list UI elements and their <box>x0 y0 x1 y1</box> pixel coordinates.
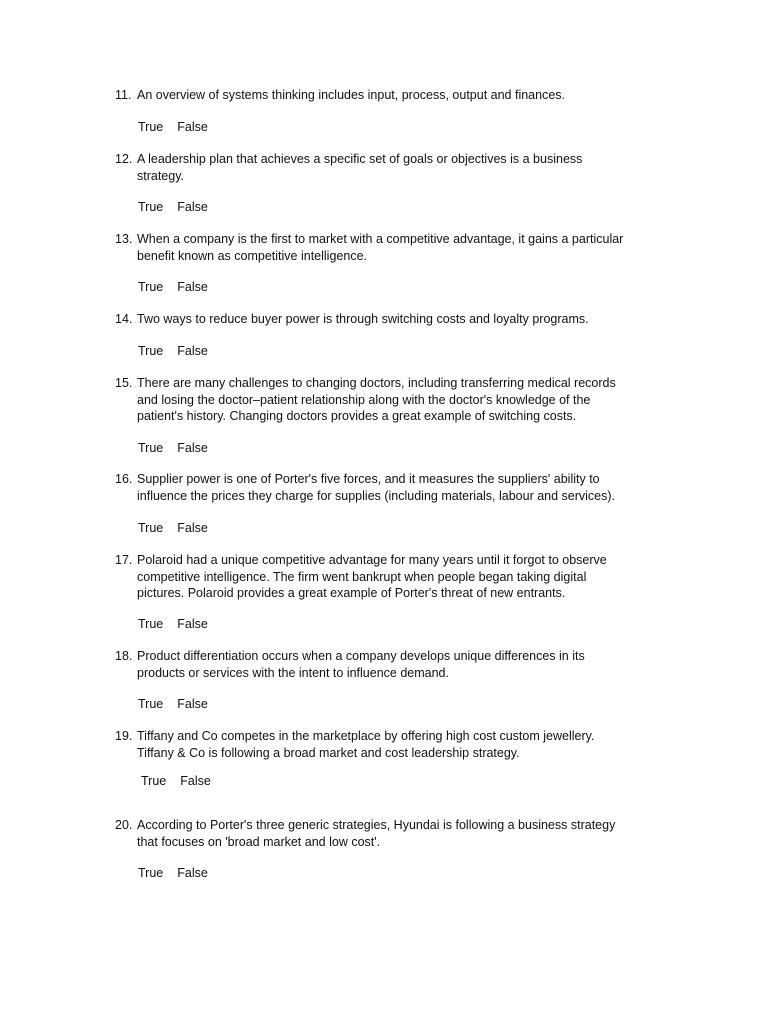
option-false[interactable]: False <box>177 521 208 535</box>
question-text: When a company is the first to market with a competitive advantage, it gains a particular benefit known as competitive intelligence. <box>137 232 624 263</box>
question-number: 17. <box>115 553 133 567</box>
option-true[interactable]: True <box>138 866 164 880</box>
question-number: 18. <box>115 649 133 663</box>
option-false[interactable]: False <box>177 280 208 294</box>
answer-options-11 <box>138 119 208 135</box>
option-true[interactable]: True <box>141 774 167 788</box>
question-16 <box>115 471 675 504</box>
question-17 <box>115 552 675 602</box>
question-text: An overview of systems thinking includes input, process, output and finances. <box>137 88 566 102</box>
option-false[interactable]: False <box>180 774 211 788</box>
question-number: 15. <box>115 376 133 390</box>
option-false[interactable]: False <box>177 697 208 711</box>
question-20 <box>115 817 675 850</box>
question-18 <box>115 648 675 681</box>
option-false[interactable]: False <box>177 120 208 134</box>
question-number: 11. <box>115 88 132 102</box>
option-false[interactable]: False <box>177 617 208 631</box>
question-15 <box>115 375 675 425</box>
question-number: 20. <box>115 818 133 832</box>
answer-options-12 <box>138 199 208 215</box>
option-true[interactable]: True <box>138 344 164 358</box>
option-true[interactable]: True <box>138 200 164 214</box>
answer-options-16 <box>138 520 208 536</box>
option-false[interactable]: False <box>177 441 208 455</box>
question-text: Supplier power is one of Porter's five forces, and it measures the suppliers' ability to influence the prices they charge for supplies (including materials, labour and services). <box>137 472 616 503</box>
answer-options-18 <box>138 696 208 712</box>
option-true[interactable]: True <box>138 120 164 134</box>
question-text: There are many challenges to changing doctors, including transferring medical records and losing the doctor–patient relationship along with the doctor's knowledge of the patient's history. Changing doctors provides a great example of switching costs. <box>137 376 616 423</box>
question-number: 16. <box>115 472 133 486</box>
question-number: 19. <box>115 729 133 743</box>
option-false[interactable]: False <box>177 866 208 880</box>
option-false[interactable]: False <box>177 344 208 358</box>
question-text: A leadership plan that achieves a specific set of goals or objectives is a business strategy. <box>137 152 583 183</box>
question-text: Tiffany and Co competes in the marketplace by offering high cost custom jewellery. Tiffany & Co is following a broad market and cost leadership strategy. <box>137 729 595 760</box>
answer-options-14 <box>138 343 208 359</box>
option-true[interactable]: True <box>138 697 164 711</box>
option-true[interactable]: True <box>138 441 164 455</box>
question-14 <box>115 311 675 328</box>
question-13 <box>115 231 675 264</box>
question-19 <box>115 728 675 761</box>
question-text: Polaroid had a unique competitive advantage for many years until it forgot to observe competitive intelligence. The firm went bankrupt when people began taking digital pictures. Polaroid provides a great example of Porter's threat of new entrants. <box>137 553 607 600</box>
question-text: According to Porter's three generic strategies, Hyundai is following a business strategy that focuses on 'broad market and low cost'. <box>137 818 616 849</box>
option-true[interactable]: True <box>138 280 164 294</box>
answer-options-19 <box>141 773 211 789</box>
option-true[interactable]: True <box>138 617 164 631</box>
answer-options-17 <box>138 616 208 632</box>
answer-options-15 <box>138 440 208 456</box>
question-12 <box>115 151 675 184</box>
question-number: 12. <box>115 152 133 166</box>
option-false[interactable]: False <box>177 200 208 214</box>
answer-options-20 <box>138 865 208 881</box>
question-11 <box>115 87 675 104</box>
answer-options-13 <box>138 279 208 295</box>
question-text: Product differentiation occurs when a company develops unique differences in its products or services with the intent to influence demand. <box>137 649 585 680</box>
question-text: Two ways to reduce buyer power is through switching costs and loyalty programs. <box>137 312 589 326</box>
option-true[interactable]: True <box>138 521 164 535</box>
question-number: 14. <box>115 312 133 326</box>
question-number: 13. <box>115 232 133 246</box>
